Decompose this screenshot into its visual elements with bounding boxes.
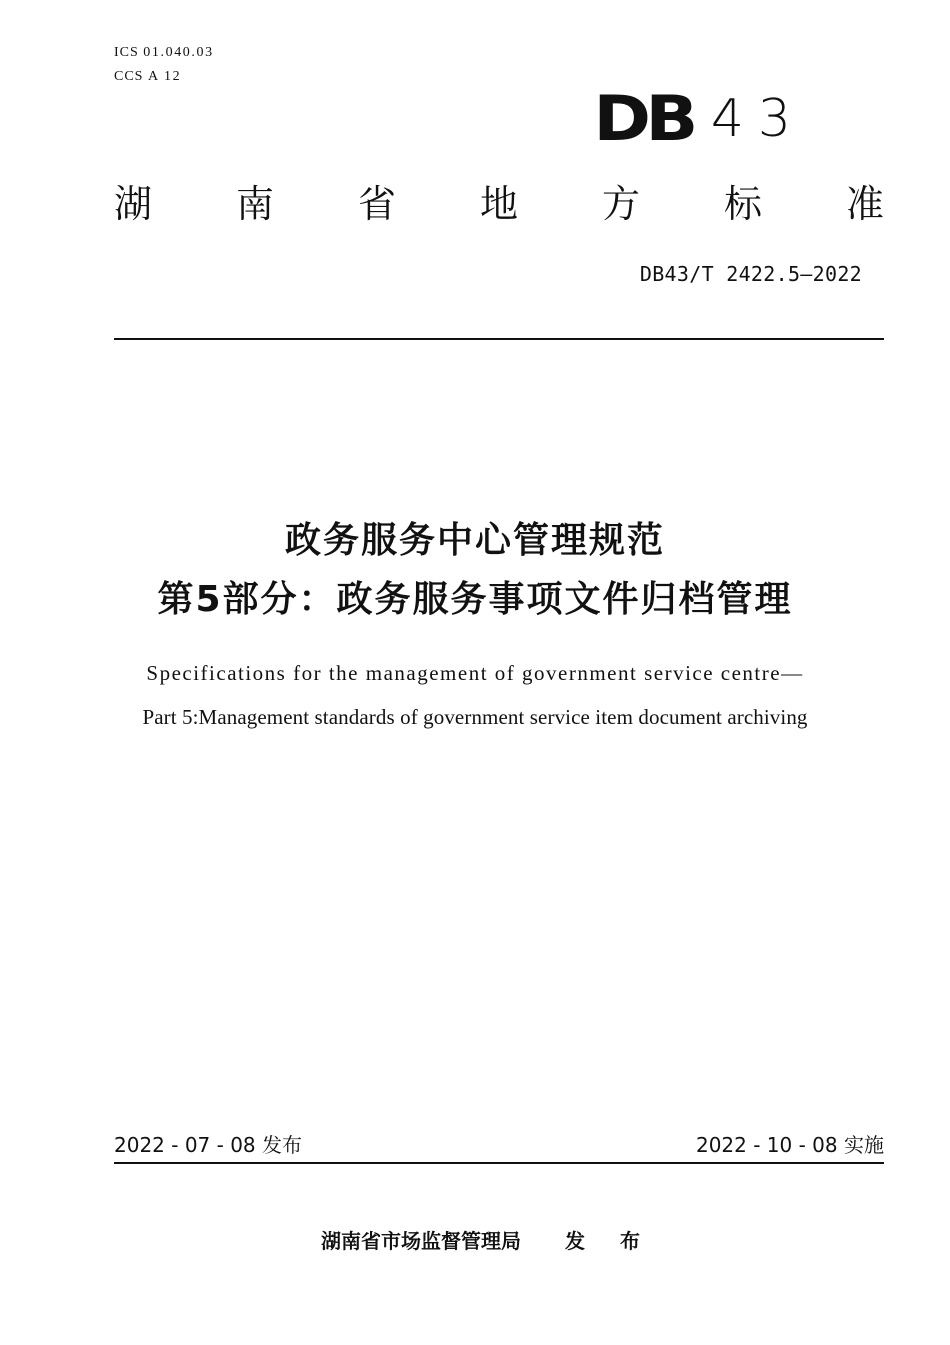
ics-code xyxy=(114,45,214,61)
db-region-code: 43 xyxy=(710,89,805,149)
bottom-divider xyxy=(114,1162,884,1164)
top-divider xyxy=(114,338,884,340)
standard-type-char: 地 xyxy=(480,182,519,226)
ccs-label: CCS xyxy=(114,69,144,84)
ics-label: ICS xyxy=(114,45,139,60)
standard-number: DB43/T 2422.5—2022 xyxy=(639,262,862,286)
publisher-name: 湖南省市场监督管理局 xyxy=(321,1229,522,1253)
title-cn-line1: 政务服务中心管理规范 xyxy=(284,520,665,561)
standard-type-char: 准 xyxy=(846,182,885,226)
standard-type-char: 湖 xyxy=(114,182,153,226)
db-emblem xyxy=(593,82,805,155)
publish-verb: 发 布 xyxy=(565,1229,654,1253)
implementation-date: 2022 - 10 - 08 实施 xyxy=(695,1133,884,1157)
publisher-line xyxy=(0,1226,950,1256)
standard-type-char: 南 xyxy=(236,182,275,226)
ics-value: 01.040.03 xyxy=(143,45,214,60)
ccs-code xyxy=(114,69,181,85)
issue-date: 2022 - 07 - 08 发布 xyxy=(114,1133,303,1157)
db-logo: DB xyxy=(593,82,693,155)
title-en-line2: Part 5:Management standards of government service item document archiving xyxy=(142,705,808,729)
standard-type-heading xyxy=(114,178,884,230)
standard-type-char: 方 xyxy=(602,182,641,226)
ccs-value: A 12 xyxy=(147,69,182,84)
standard-type-char: 标 xyxy=(724,182,763,226)
title-en-line1: Specifications for the management of government service centre— xyxy=(146,661,804,685)
standard-type-char: 省 xyxy=(358,182,397,226)
title-cn-line2: 第5部分：政务服务事项文件归档管理 xyxy=(157,579,793,620)
